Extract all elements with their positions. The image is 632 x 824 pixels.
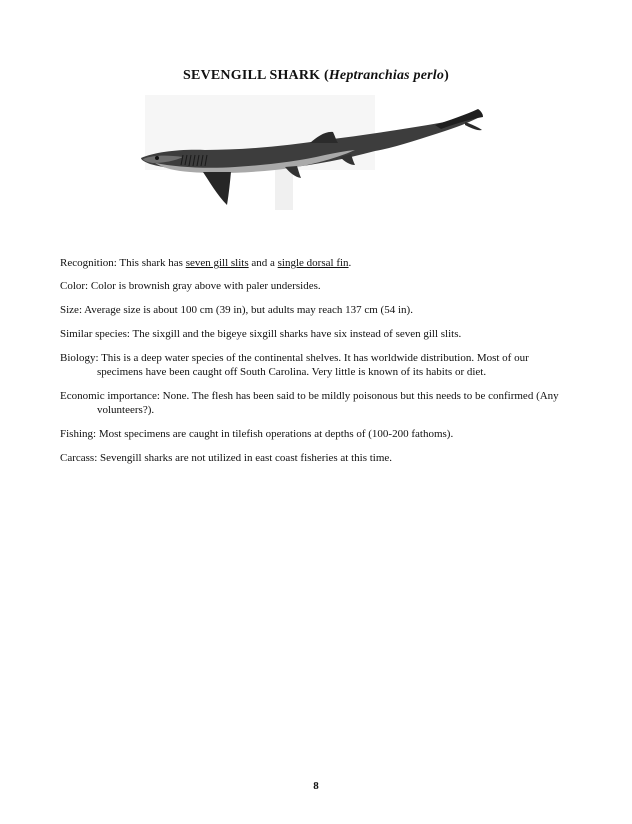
recognition-highlight-gill-slits: seven gill slits [185,257,249,269]
color-entry [60,279,580,293]
similar-species-entry [60,327,580,341]
color-text: Color is brownish gray above with paler undersides. [90,280,321,292]
fishing-entry [60,427,580,441]
size-entry [60,303,580,317]
biology-text-line1: This is a deep water species of the continental shelves. It has worldwide distribution. Most of our [101,352,529,364]
eye [155,156,159,160]
fishing-label: Fishing: [60,428,97,440]
size-text: Average size is about 100 cm (39 in), but adults may reach 137 cm (54 in). [84,304,413,316]
fishing-text: Most specimens are caught in tilefish operations at depths of (100-200 fathoms). [98,428,454,440]
biology-label: Biology: [60,352,99,364]
carcass-text: Sevengill sharks are not utilized in east coast fisheries at this time. [100,452,393,464]
title-close-paren: ) [444,68,449,83]
biology-entry [60,351,580,379]
recognition-text-b: and a [251,257,275,269]
recognition-highlight-dorsal-fin: single dorsal fin [277,257,349,269]
recognition-label: Recognition: [60,257,117,269]
recognition-text-c: . [348,257,352,269]
similar-species-text: The sixgill and the bigeye sixgill sharks have six instead of seven gill slits. [132,328,462,340]
size-label: Size: [60,304,82,316]
caudal-fin-lower [465,122,482,130]
economic-importance-label: Economic importance: [60,390,160,402]
shark-illustration-graphic [135,95,495,220]
economic-importance-text-line1: None. The flesh has been said to be mildly poisonous but this needs to be confirmed (Any [162,390,559,402]
title-scientific-name: Heptranchias perlo [328,68,445,83]
shark-illustration [135,95,495,220]
page-number: 8 [313,780,319,792]
title-common-name: SEVENGILL SHARK [183,68,321,83]
economic-importance-text-line2: volunteers?). [97,404,155,416]
similar-species-label: Similar species: [60,328,130,340]
recognition-text-a: This shark has [119,257,183,269]
page-title [0,68,632,84]
recognition-entry [60,256,580,270]
carcass-label: Carcass: [60,452,98,464]
carcass-entry [60,451,580,465]
pectoral-fin [203,172,231,205]
economic-importance-entry [60,389,580,417]
title-open-paren: ( [323,68,329,83]
biology-text-line2: specimens have been caught off South Carolina. Very little is known of its habits or diet. [97,366,487,378]
color-label: Color: [60,280,89,292]
